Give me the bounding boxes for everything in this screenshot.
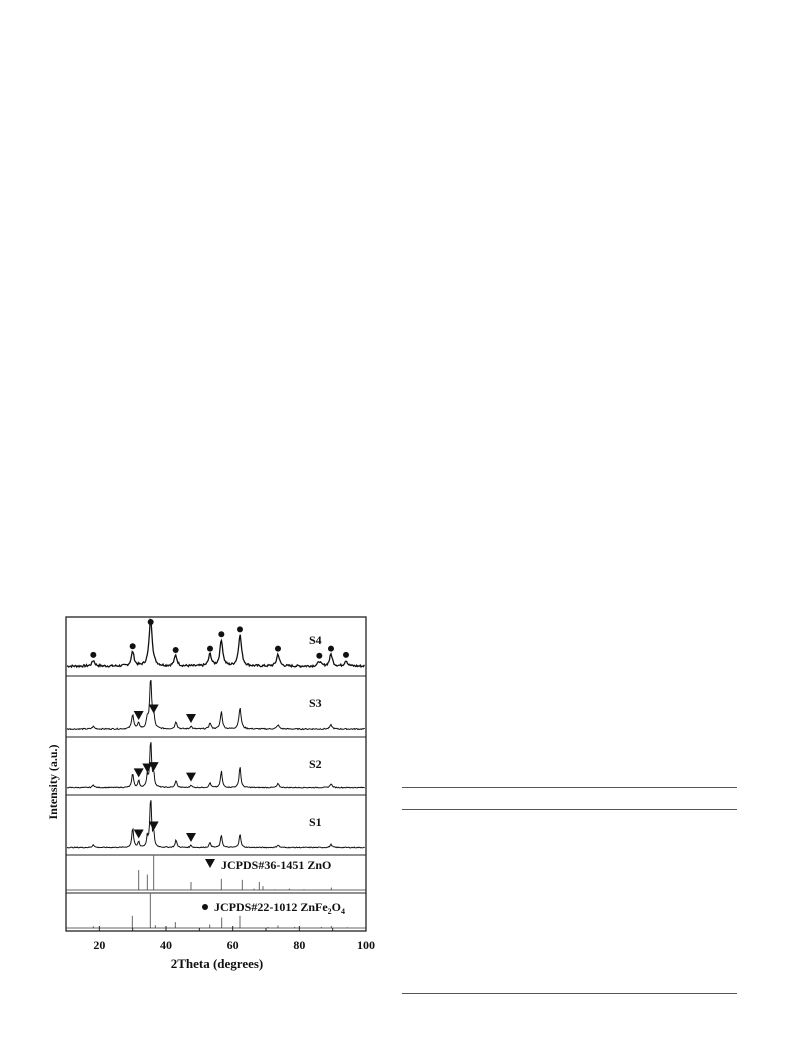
legend-zinc-oxide-marker <box>205 859 215 868</box>
peak-marker-zinc-ferrite <box>218 631 224 637</box>
series-label-s1: S1 <box>309 815 322 829</box>
series-label-s4: S4 <box>309 633 322 647</box>
x-tick-label: 80 <box>293 938 306 952</box>
peak-marker-zinc-ferrite <box>148 619 154 625</box>
peak-marker-zinc-ferrite <box>328 646 334 652</box>
peak-marker-zinc-ferrite <box>316 653 322 659</box>
table-header-rule <box>402 809 737 810</box>
peak-marker-zinc-oxide <box>134 711 144 720</box>
legend-zinc-ferrite-label: JCPDS#22-1012 $ZnFe_2O_4$ <box>214 900 346 916</box>
y-axis-label: Intensity (a.u.) <box>46 744 60 820</box>
legend-zinc-oxide-label: JCPDS#36-1451 ZnO <box>221 858 332 872</box>
peak-marker-zinc-ferrite <box>237 626 243 632</box>
series-label-s3: S3 <box>309 696 322 710</box>
x-tick-label: 60 <box>226 938 239 952</box>
peak-marker-zinc-ferrite <box>207 646 213 652</box>
peak-marker-zinc-oxide <box>134 830 144 839</box>
peak-marker-zinc-oxide <box>134 768 144 777</box>
plot-frame <box>66 617 366 931</box>
peak-marker-zinc-oxide <box>186 773 196 782</box>
x-tick-label: 100 <box>357 938 375 952</box>
peak-marker-zinc-oxide <box>186 714 196 723</box>
x-tick-label: 40 <box>160 938 172 952</box>
x-axis-label: 2Theta (degrees) <box>170 956 264 971</box>
legend-zinc-ferrite-marker <box>202 904 208 910</box>
peak-marker-zinc-ferrite <box>343 652 349 658</box>
series-label-s2: S2 <box>309 757 322 771</box>
x-tick-label: 20 <box>93 938 106 952</box>
peak-marker-zinc-ferrite <box>173 647 179 653</box>
table-top-rule <box>402 787 737 788</box>
peak-marker-zinc-ferrite <box>90 652 96 658</box>
plot-area <box>66 617 375 952</box>
peak-marker-zinc-ferrite <box>275 646 281 652</box>
peak-marker-zinc-oxide <box>149 822 159 831</box>
peak-marker-zinc-oxide <box>149 705 159 714</box>
peak-marker-zinc-ferrite <box>130 643 136 649</box>
peak-marker-zinc-oxide <box>186 833 196 842</box>
table-bottom-rule <box>402 993 737 994</box>
